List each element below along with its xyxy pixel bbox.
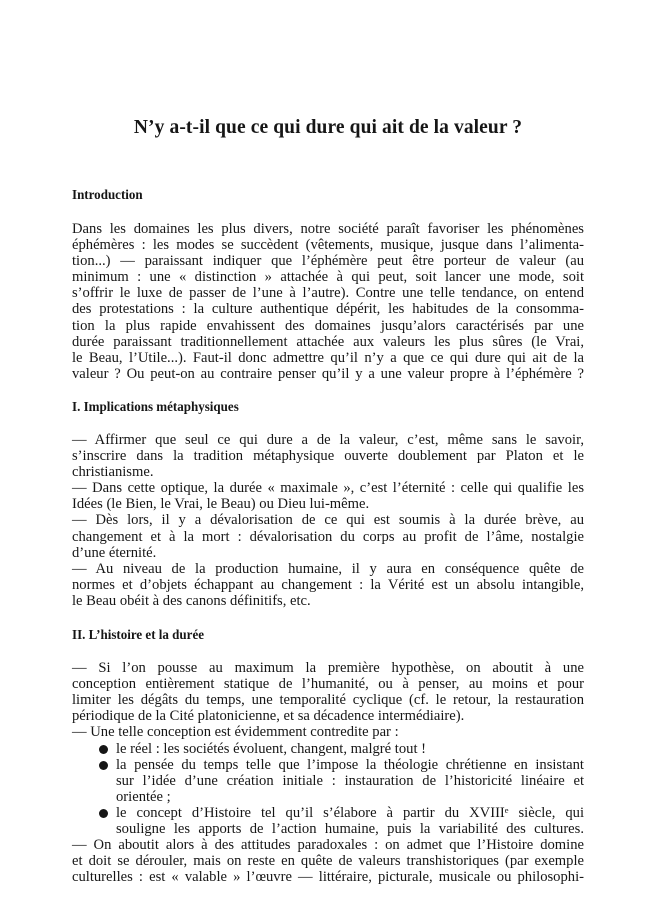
text-line: la pensée du temps telle que l’impose la théologie chrétienne en insistant: [116, 757, 584, 774]
text-line: culturelles : est « valable » l’œuvre — littéraire, picturale, musicale ou philosophi-: [72, 869, 584, 886]
list-item: [90, 757, 584, 805]
text-line: s’offrir le luxe de passer de l’une à l’autre). Contre une telle tendance, on entend: [72, 285, 584, 302]
text-line: changement et à la mort : dévalorisation du corps au profit de l’âme, nostalgie: [72, 528, 584, 545]
introduction-paragraph: [72, 221, 584, 382]
section-1-paragraph: [72, 432, 584, 609]
text-line: — Une telle conception est évidemment contredite par :: [72, 724, 399, 741]
text-line: Idées (le Bien, le Vrai, le Beau) ou Dieu lui-même.: [72, 496, 370, 513]
text-line: — Affirmer que seul ce qui dure a de la valeur, c’est, même sans le savoir,: [72, 432, 584, 448]
text-line: le Beau, l’Utile...). Faut-il donc admettre qu’il n’y a que ce qui dure qui ait de la: [72, 349, 584, 366]
bullet-icon: [99, 809, 108, 818]
text-line: le concept d’Histoire tel qu’il s’élabore à partir du XVIIIᵉ siècle, qui: [116, 805, 584, 822]
bullet-icon: [99, 745, 108, 754]
text-line: périodique de la Cité platonicienne, et sa décadence intermédiaire).: [72, 708, 465, 725]
text-line: — Dès lors, il y a dévalorisation de ce qui est soumis à la durée brève, au: [72, 512, 584, 529]
text-line: s’inscrire dans la tradition métaphysique ouverte doublement par Platon et le: [72, 448, 584, 465]
text-line: — Au niveau de la production humaine, il y aura en conséquence quête de: [72, 560, 584, 577]
introduction-heading: Introduction: [72, 188, 143, 203]
text-line: — On aboutit alors à des attitudes paradoxales : on admet que l’Histoire domine: [72, 837, 584, 853]
text-line: Dans les domaines les plus divers, notre société paraît favoriser les phénomènes: [72, 221, 584, 237]
text-line: normes et d’objets échappant au changement : la Vérité est un absolu intangible,: [72, 576, 584, 593]
section-2-continuation: [72, 837, 584, 885]
bullet-icon: [99, 761, 108, 770]
text-line: — Dans cette optique, la durée « maximale », c’est l’éternité : celle qui qualifie les: [72, 480, 584, 497]
text-line: minimum : une « distinction » attachée à qui peut, soit lancer une mode, soit: [72, 269, 584, 286]
section-2-paragraph: [72, 660, 584, 740]
text-line: orientée ;: [116, 789, 171, 806]
text-line: tion...) — paraissant indiquer que l’éphémère peut être porteur de valeur (au: [72, 253, 584, 270]
text-line: sur l’idée d’une création initiale : instauration de l’historicité linéaire et: [116, 773, 584, 790]
text-line: le réel : les sociétés évoluent, changent, malgré tout !: [116, 741, 427, 757]
text-line: tion la plus rapide envahissent des domaines jusqu’alors caractérisés par une: [72, 317, 584, 334]
text-line: durée paraissant traditionnellement attachée aux valeurs les plus sûres (le Vrai,: [72, 333, 584, 350]
text-line: souligne les apports de l’action humaine, puis la variabilité des cultures.: [116, 821, 584, 838]
text-line: d’une éternité.: [72, 544, 157, 561]
text-line: des protestations : la culture authentique dépérit, les habitudes de la consomma-: [72, 301, 584, 318]
section-2-heading: II. L’histoire et la durée: [72, 628, 205, 643]
list-item: [90, 805, 584, 837]
section-1-heading: I. Implications métaphysiques: [72, 400, 239, 415]
bullet-list: [90, 741, 584, 838]
text-line: christianisme.: [72, 464, 154, 481]
text-line: le Beau obéit à des canons définitifs, etc.: [72, 592, 311, 609]
text-line: limiter les dégâts du temps, une temporalité cyclique (cf. le retour, la restauration: [72, 692, 584, 709]
text-line: éphémères : les modes se succèdent (vêtements, musique, jusque dans l’alimenta-: [72, 237, 584, 254]
list-item: [90, 741, 584, 757]
text-line: — Si l’on pousse au maximum la première hypothèse, on aboutit à une: [72, 660, 584, 676]
text-line: et doit se dérouler, mais on reste en quête de valeurs transhistoriques (par exemple: [72, 853, 584, 870]
text-line: valeur ? Ou peut-on au contraire penser qu’il y a une valeur propre à l’éphémère ?: [72, 365, 584, 382]
page-title: N’y a-t-il que ce qui dure qui ait de la valeur ?: [133, 117, 523, 138]
text-line: conception entièrement statique de l’humanité, ou à penser, au moins et pour: [72, 676, 584, 693]
